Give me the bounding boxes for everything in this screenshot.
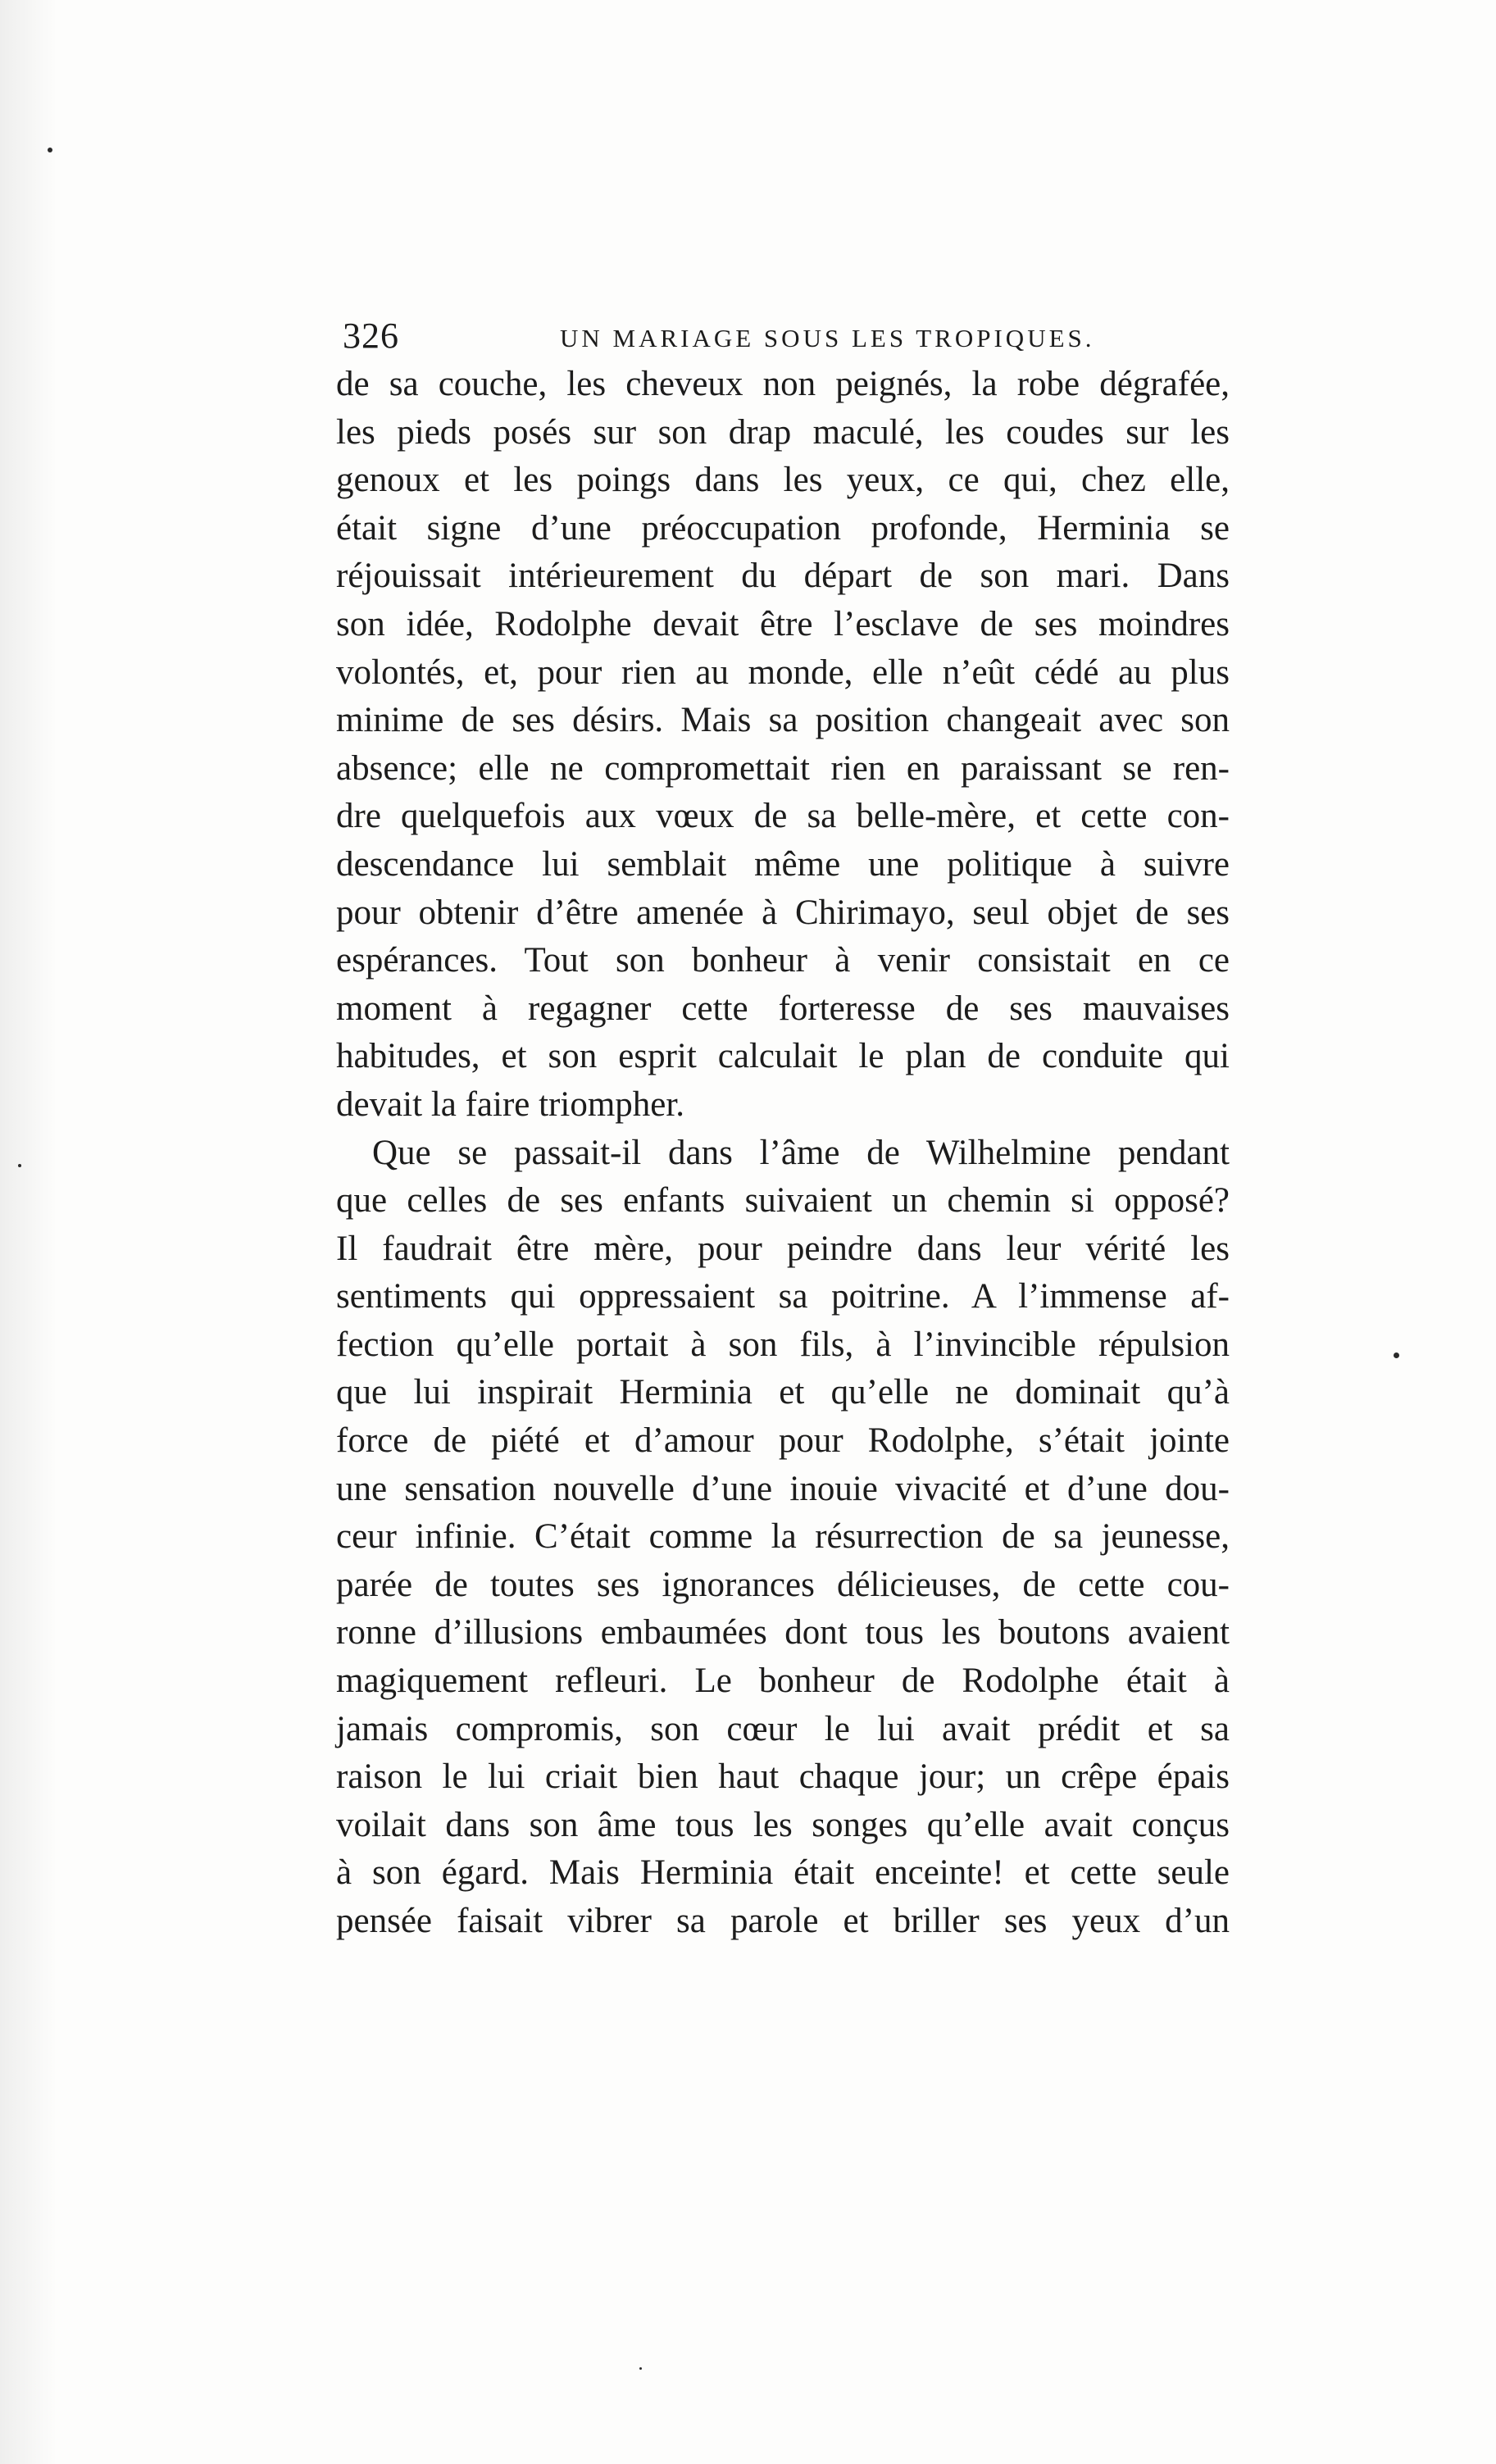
text-line: une sensation nouvelle d’une inouie vivacité et d’une dou- [336,1469,1230,1508]
text-line: habitudes, et son esprit calculait le plan de conduite qui [336,1037,1230,1076]
text-line: à son égard. Mais Herminia était enceinte! et cette seule [336,1853,1230,1893]
text-line: volontés, et, pour rien au monde, elle n’eût cédé au plus [336,652,1230,692]
page-number: 326 [343,316,399,356]
text-line: fection qu’elle portait à son fils, à l’invincible répulsion [336,1325,1230,1364]
text-line: Que se passait-il dans l’âme de Wilhelmine pendant [372,1133,1230,1172]
text-line: ceur infinie. C’était comme la résurrection de sa jeunesse, [336,1517,1230,1557]
ink-speck [639,2367,642,2370]
running-head: UN MARIAGE SOUS LES TROPIQUES. [560,324,1095,352]
text-line: moment à regagner cette forteresse de ses mauvaises [336,989,1230,1028]
text-line: que celles de ses enfants suivaient un chemin si opposé? [336,1181,1230,1221]
text-line: absence; elle ne compromettait rien en paraissant se ren- [336,748,1230,788]
text-line: ronne d’illusions embaumées dont tous les boutons avaient [336,1613,1230,1653]
text-line: jamais compromis, son cœur le lui avait prédit et sa [336,1709,1230,1748]
text-line: magiquement refleuri. Le bonheur de Rodolphe était à [336,1662,1230,1701]
text-line: était signe d’une préoccupation profonde, Herminia se [336,508,1230,548]
text-line: sentiments qui oppressaient sa poitrine. A l’immense af- [336,1277,1230,1316]
paragraph [336,1130,1230,1946]
text-line: descendance lui semblait même une politique à suivre [336,844,1230,884]
text-line: de sa couche, les cheveux non peignés, la robe dégrafée, [336,365,1230,403]
text-line: voilait dans son âme tous les songes qu’elle avait conçus [336,1805,1230,1844]
text-line: parée de toutes ses ignorances délicieuses, de cette cou- [336,1565,1230,1604]
text-line: Il faudrait être mère, pour peindre dans leur vérité les [336,1229,1230,1268]
text-line: genoux et les poings dans les yeux, ce qui, chez elle, [336,461,1230,500]
text-line: réjouissait intérieurement du départ de son mari. Dans [336,557,1230,596]
text-line: devait la faire triompher. [336,1084,685,1124]
body-text [336,361,1230,1946]
text-line: que lui inspirait Herminia et qu’elle ne dominait qu’à [336,1373,1230,1412]
ink-speck [18,1164,21,1167]
text-line: minime de ses désirs. Mais sa position changeait avec son [336,701,1230,740]
paragraph [336,361,1230,1130]
text-line: dre quelquefois aux vœux de sa belle-mère, et cette con- [336,797,1230,836]
text-line: pensée faisait vibrer sa parole et briller ses yeux d’un [336,1902,1230,1940]
text-line: les pieds posés sur son drap maculé, les coudes sur les [336,412,1230,452]
ink-speck [1394,1352,1399,1358]
ink-speck [48,148,52,152]
text-line: pour obtenir d’être amenée à Chirimayo, seul objet de ses [336,893,1230,932]
page-edge-shadow [0,0,57,2464]
text-line: son idée, Rodolphe devait être l’esclave de ses moindres [336,604,1230,643]
text-line: espérances. Tout son bonheur à venir consistait en ce [336,941,1230,980]
page-header [343,311,1228,361]
text-line: raison le lui criait bien haut chaque jour; un crêpe épais [336,1757,1230,1797]
text-line: force de piété et d’amour pour Rodolphe, s’était jointe [336,1421,1230,1461]
